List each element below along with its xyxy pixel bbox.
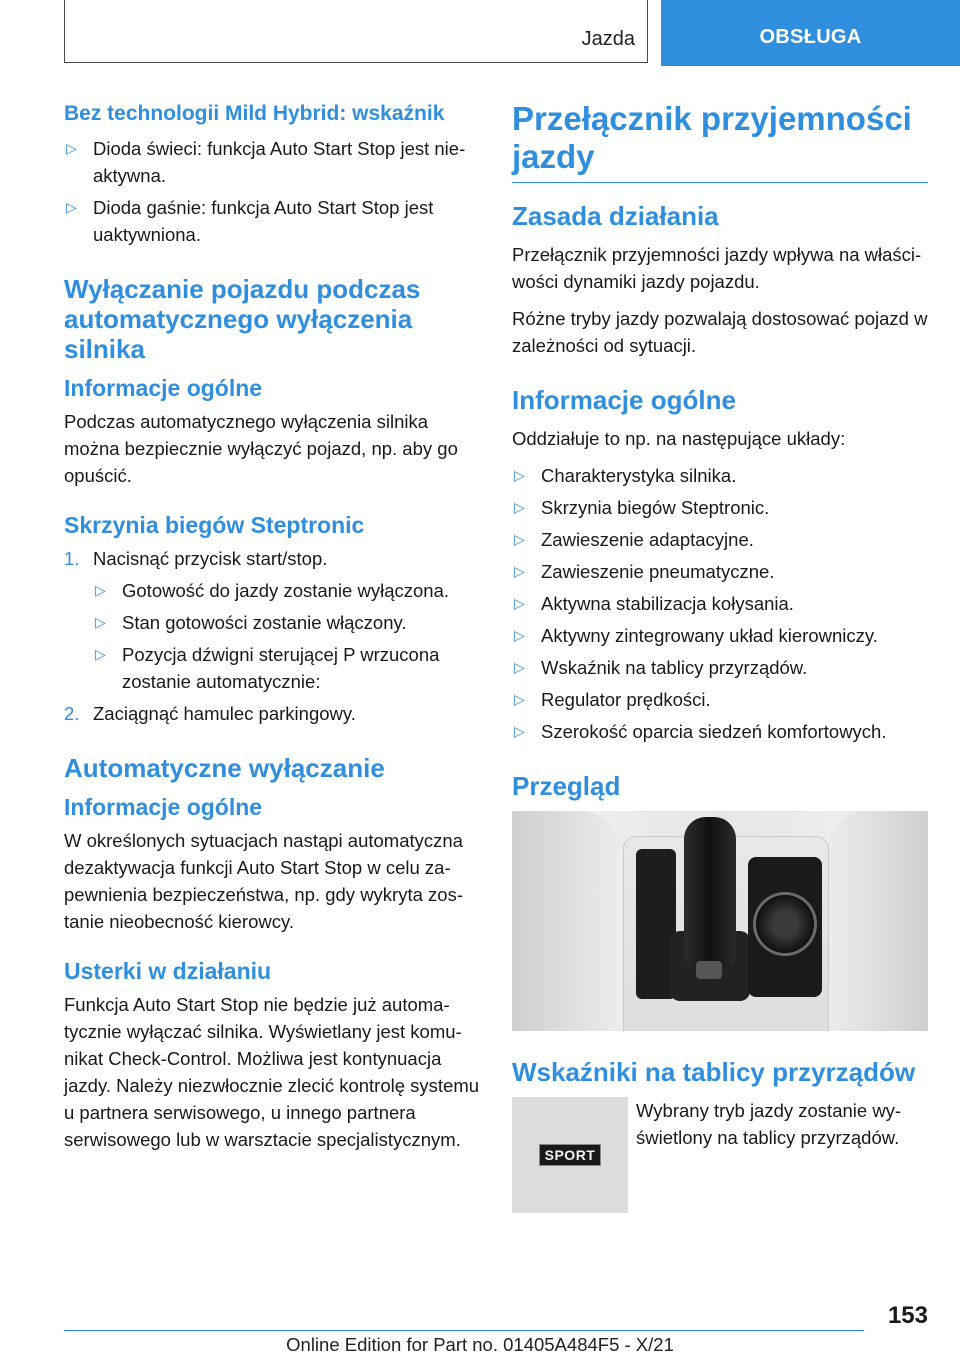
triangle-bullet-icon: ▷	[66, 199, 77, 215]
triangle-bullet-icon: ▷	[514, 595, 525, 611]
header-section-box	[64, 0, 648, 63]
step-sublist	[93, 577, 480, 695]
list-item: ▷ Skrzynia biegów Steptronic.	[512, 494, 928, 521]
header-chapter-tab: OBSŁUGA	[661, 0, 960, 66]
list-item: ▷ Stan gotowości zostanie włączony.	[93, 609, 480, 636]
list-item: ▷ Charakterystyka silnika.	[512, 462, 928, 489]
triangle-bullet-icon: ▷	[66, 140, 77, 156]
steptronic-heading: Skrzynia biegów Steptronic	[64, 512, 365, 538]
triangle-bullet-icon: ▷	[514, 691, 525, 707]
mild-hybrid-heading: Bez technologii Mild Hybrid: wskaźnik	[64, 102, 445, 125]
step-item: 2. Zaciągnąć hamulec parkingowy.	[64, 700, 480, 727]
center-console-photo	[512, 811, 928, 1031]
general-info-text: Podczas automatycznego wyłączenia silnika można bezpiecznie wyłączyć pojazd, np. aby go opuścić.	[64, 411, 458, 486]
page-number: 153	[887, 1302, 928, 1329]
gear-lever-icon	[684, 817, 736, 967]
step-number: 1.	[64, 548, 80, 569]
general-info-text-2: W określonych sytuacjach nastąpi automatyczna dezaktywacja funkcji Auto Start Stop w celu zapewnienia bezpieczeństwa, np. gdy wykryta zostanie nieobecność kierowcy.	[64, 830, 463, 932]
principle-text-2: Różne tryby jazdy pozwalają dostosować pojazd w zależności od sytuacji.	[512, 308, 928, 356]
left-column	[64, 100, 480, 1163]
principle-heading: Zasada działania	[512, 201, 719, 231]
fault-heading: Usterki w działaniu	[64, 958, 272, 984]
left-seat-shape	[512, 811, 620, 1031]
right-column	[512, 100, 928, 1213]
switchoff-heading: Wyłączanie pojazdu podczas automatycznego wyłączenia silnika	[64, 274, 421, 364]
list-item: ▷ Wskaźnik na tablicy przyrządów.	[512, 654, 928, 681]
list-item: ▷ Aktywny zintegrowany układ kierowniczy.	[512, 622, 928, 649]
triangle-bullet-icon: ▷	[514, 563, 525, 579]
indicator-text: Wybrany tryb jazdy zostanie wyświetlony na tablicy przyrządów.	[636, 1100, 902, 1148]
general-intro: Oddziałuje to np. na następujące układy:	[512, 428, 846, 449]
general-info-heading: Informacje ogólne	[64, 375, 263, 401]
instrument-display-image	[512, 1097, 628, 1213]
triangle-bullet-icon: ▷	[95, 582, 106, 598]
footer-divider	[64, 1330, 864, 1331]
list-item: ▷ Gotowość do jazdy zostanie wyłączona.	[93, 577, 480, 604]
indicator-block	[512, 1097, 928, 1213]
step-item: 1. Nacisnąć przycisk start/stop. ▷ Gotowość do jazdy zostanie wyłączona. ▷ Stan gotowości zostanie włączony. ▷ Pozycja dźwigni sterującej P wrzucona zostanie automatycznie:	[64, 545, 480, 695]
steptronic-steps	[64, 545, 480, 727]
edition-footer: Online Edition for Part no. 01405A484F5 - X/21	[286, 1334, 674, 1355]
list-item: ▷ Dioda świeci: funkcja Auto Start Stop jest nieaktywna.	[64, 135, 480, 189]
driving-experience-title: Przełącznik przyjemności jazdy	[512, 100, 928, 183]
triangle-bullet-icon: ▷	[514, 531, 525, 547]
list-item: ▷ Dioda gaśnie: funkcja Auto Start Stop jest uaktywniona.	[64, 194, 480, 248]
systems-list	[512, 462, 928, 745]
sport-mode-label: SPORT	[539, 1144, 602, 1166]
triangle-bullet-icon: ▷	[95, 646, 106, 662]
list-item: ▷ Zawieszenie adaptacyjne.	[512, 526, 928, 553]
right-seat-shape	[828, 811, 928, 1031]
controller-knob-icon	[756, 895, 814, 953]
overview-heading: Przegląd	[512, 771, 621, 801]
step-number: 2.	[64, 703, 80, 724]
parking-brake-button	[696, 961, 722, 979]
triangle-bullet-icon: ▷	[514, 467, 525, 483]
triangle-bullet-icon: ▷	[514, 627, 525, 643]
list-item: ▷ Regulator prędkości.	[512, 686, 928, 713]
mild-hybrid-list	[64, 135, 480, 248]
triangle-bullet-icon: ▷	[514, 499, 525, 515]
auto-switchoff-heading: Automatyczne wyłączanie	[64, 753, 385, 783]
list-item: ▷ Pozycja dźwigni sterującej P wrzucona zostanie automatycznie:	[93, 641, 480, 695]
list-item: ▷ Szerokość oparcia siedzeń komfortowych.	[512, 718, 928, 745]
list-item: ▷ Zawieszenie pneumatyczne.	[512, 558, 928, 585]
triangle-bullet-icon: ▷	[514, 723, 525, 739]
general-heading: Informacje ogólne	[512, 385, 736, 415]
triangle-bullet-icon: ▷	[95, 614, 106, 630]
general-info-heading-2: Informacje ogólne	[64, 794, 263, 820]
triangle-bullet-icon: ▷	[514, 659, 525, 675]
principle-text-1: Przełącznik przyjemności jazdy wpływa na właściwości dynamiki jazdy pojazdu.	[512, 244, 922, 292]
indicators-heading: Wskaźniki na tablicy przyrządów	[512, 1057, 916, 1087]
header-section-label: Jazda	[581, 28, 635, 50]
list-item: ▷ Aktywna stabilizacja kołysania.	[512, 590, 928, 617]
fault-text: Funkcja Auto Start Stop nie będzie już automatycznie wyłączać silnika. Wyświetlany jest komunikat Check-Control. Możliwa jest kontynuacja jazdy. Należy niezwłocznie zlecić kontrolę systemu u partnera serwisowego, u innego partnera serwisowego lub w warsztacie specjalistycznym.	[64, 994, 480, 1150]
